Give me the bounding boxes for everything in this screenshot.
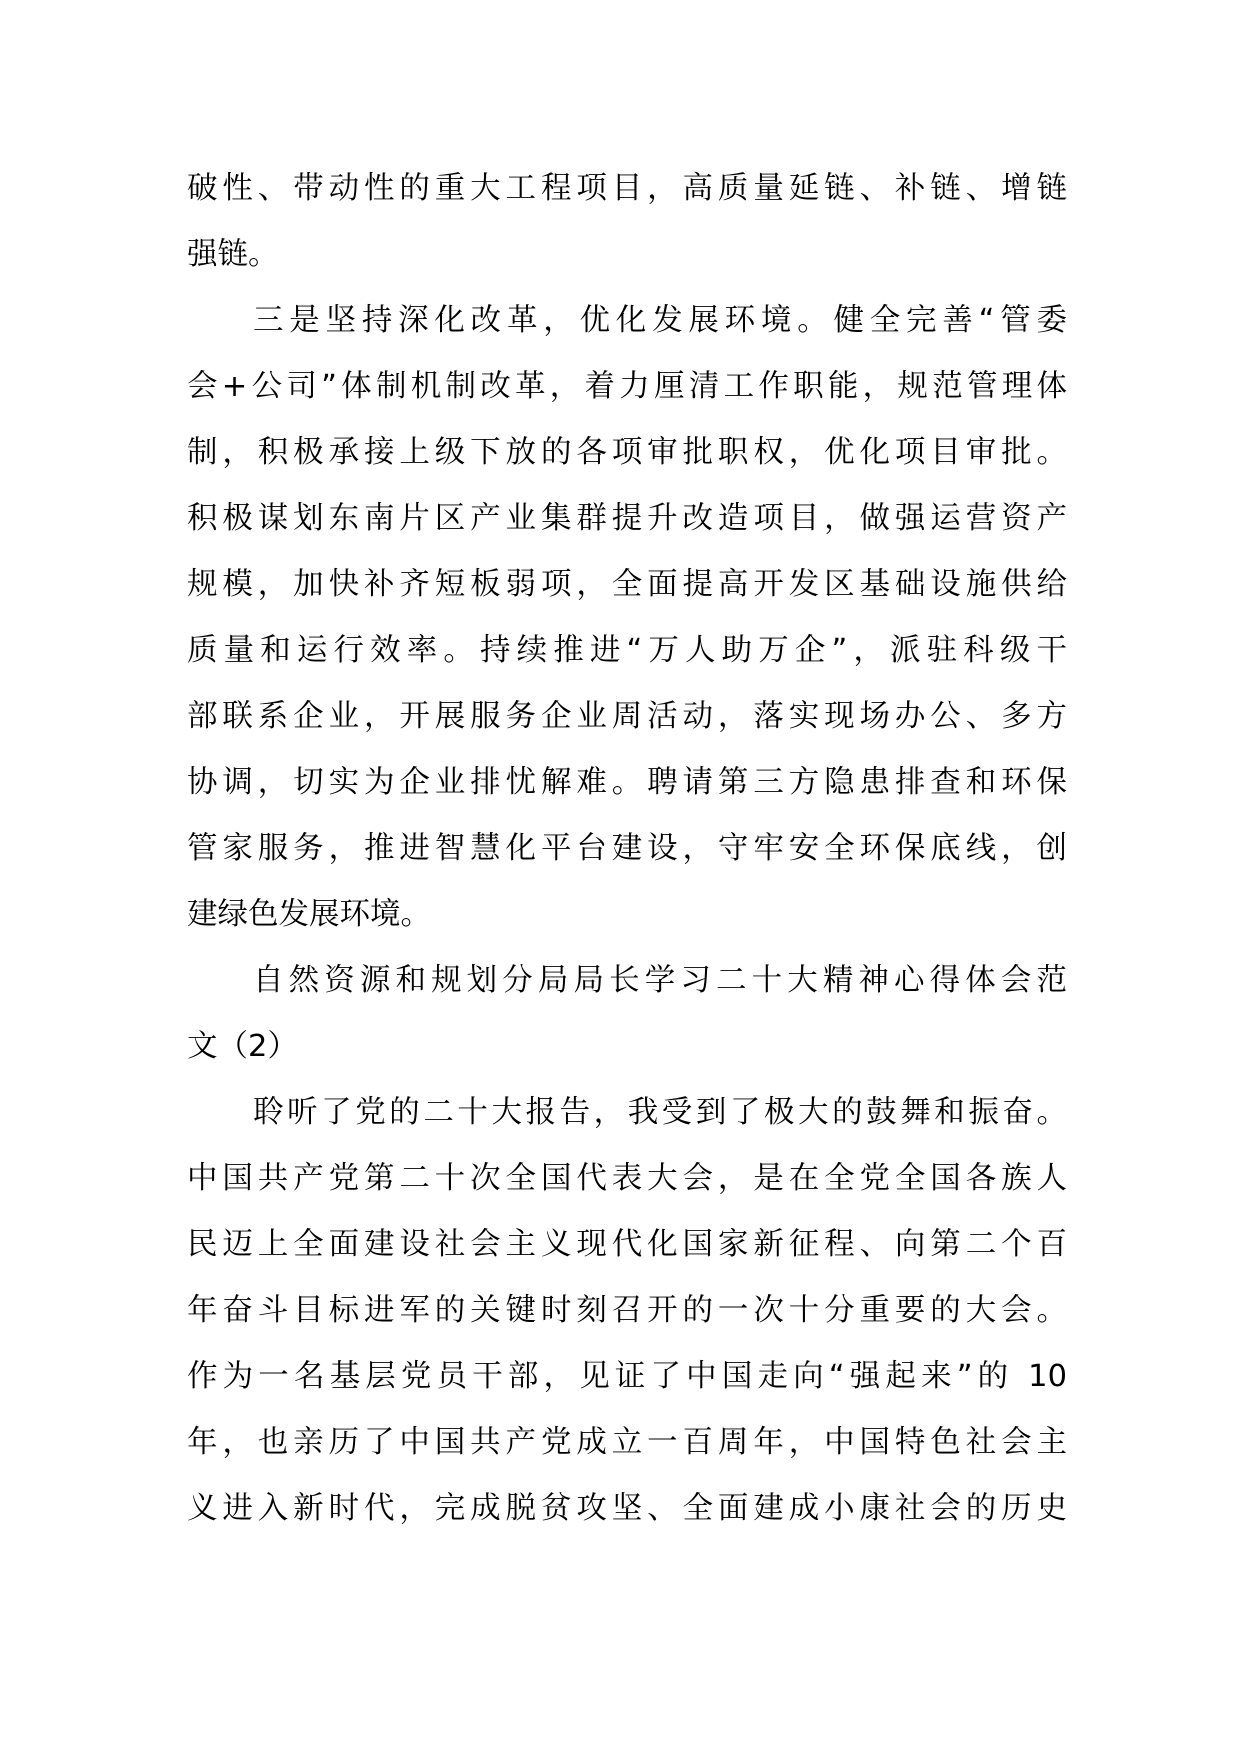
paragraph-line: 规模，加快补齐短板弱项，全面提高开发区基础设施供给: [187, 567, 1067, 602]
paragraph-line: 建绿色发展环境。: [187, 897, 431, 932]
paragraph-line: 中国共产党第二十次全国代表大会，是在全党全国各族人: [187, 1161, 1067, 1196]
paragraph-line: 部联系企业，开展服务企业周活动，落实现场办公、多方: [187, 699, 1067, 734]
paragraph-line: 会+公司”体制机制改革，着力厘清工作职能，规范管理体: [187, 369, 1067, 404]
paragraph-line: 聆听了党的二十大报告，我受到了极大的鼓舞和振奋。: [253, 1095, 1067, 1130]
paragraph-line: 强链。: [187, 237, 279, 272]
paragraph-line: 破性、带动性的重大工程项目，高质量延链、补链、增链: [187, 171, 1067, 206]
paragraph-line: 年奋斗目标进军的关键时刻召开的一次十分重要的大会。: [187, 1293, 1067, 1328]
paragraph-line: 积极谋划东南片区产业集群提升改造项目，做强运营资产: [187, 501, 1067, 536]
paragraph-line: 义进入新时代，完成脱贫攻坚、全面建成小康社会的历史: [187, 1491, 1067, 1526]
paragraph-line: 民迈上全面建设社会主义现代化国家新征程、向第二个百: [187, 1227, 1067, 1262]
paragraph-line: 作为一名基层党员干部，见证了中国走向“强起来”的 10: [187, 1359, 1067, 1394]
paragraph-line: 制，积极承接上级下放的各项审批职权，优化项目审批。: [187, 435, 1067, 470]
document-body: [187, 156, 1067, 1542]
paragraph-line: 年，也亲历了中国共产党成立一百周年，中国特色社会主: [187, 1425, 1067, 1460]
paragraph-line: 协调，切实为企业排忧解难。聘请第三方隐患排查和环保: [187, 765, 1067, 800]
section-title-line: 文（2）: [187, 1029, 298, 1064]
paragraph-line: 三是坚持深化改革，优化发展环境。健全完善“管委: [253, 303, 1067, 338]
section-title-line: 自然资源和规划分局局长学习二十大精神心得体会范: [253, 963, 1067, 998]
paragraph-line: 质量和运行效率。持续推进“万人助万企”，派驻科级干: [187, 633, 1067, 668]
paragraph-line: 管家服务，推进智慧化平台建设，守牢安全环保底线，创: [187, 831, 1067, 866]
